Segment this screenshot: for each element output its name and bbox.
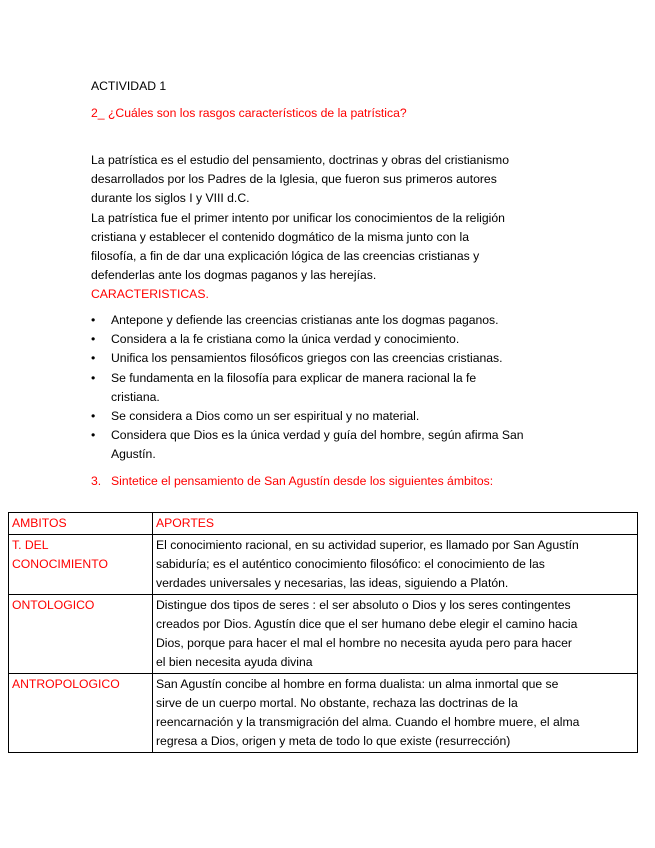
list-item [91,407,561,426]
paragraph-line: durante los siglos I y VIII d.C. [91,191,250,206]
list-item [91,311,561,330]
bullet-icon: • [91,313,96,327]
table-row [9,595,638,674]
question-3 [91,472,493,490]
list-item-text: Considera a la fe cristiana como la única verdad y conocimiento. [111,332,460,347]
list-item [91,330,561,349]
question-2: 2_ ¿Cuáles son los rasgos característicos de la patrística? [91,106,407,120]
augustine-table [8,512,638,753]
bullet-icon: • [91,409,96,424]
characteristics-list [91,311,561,465]
list-item-text-continued: Agustín. [111,447,156,462]
patristica-paragraph [91,151,571,305]
bullet-icon: • [91,351,96,366]
table-row [9,674,638,753]
ambito-cell: T. DEL CONOCIMIENTO [9,535,153,595]
paragraph-line: desarrollados por los Padres de la Iglesia, que fueron sus primeros autores [91,172,497,187]
characteristics-title: CARACTERISTICAS. [91,287,209,302]
aporte-cell: San Agustín concibe al hombre en forma dualista: un alma inmortal que se sirve de un cuerpo mortal. No obstante, rechaza las doctrinas de la reencarnación y la transmigración del alma. Cuando el hombre muere, el alma regresa a Dios, origen y meta de todo lo que existe (resurrección) [153,674,638,753]
aporte-cell: Distingue dos tipos de seres : el ser absoluto o Dios y los seres contingentes creados por Dios. Agustín dice que el ser humano debe elegir el camino hacia Dios, porque para hacer el mal el hombre no necesita ayuda pero para hacer el bien necesita ayuda divina [153,595,638,674]
paragraph-line: La patrística fue el primer intento por unificar los conocimientos de la religión [91,210,505,225]
question-3-number: 3. [91,474,102,488]
list-item-text-continued: cristiana. [111,389,160,404]
header-aportes: APORTES [153,513,638,535]
header-ambitos: AMBITOS [9,513,153,535]
list-item-text: Se considera a Dios como un ser espiritual y no material. [111,409,420,424]
paragraph-line: La patrística es el estudio del pensamiento, doctrinas y obras del cristianismo [91,153,509,167]
list-item [91,369,561,407]
list-item-text: Antepone y defiende las creencias cristianas ante los dogmas paganos. [111,313,499,327]
bullet-icon: • [91,428,96,443]
ambito-cell: ANTROPOLOGICO [9,674,153,753]
question-3-text: Sintetice el pensamiento de San Agustín desde los siguientes ámbitos: [111,474,494,488]
bullet-icon: • [91,370,96,385]
activity-heading: ACTIVIDAD 1 [91,79,167,93]
list-item [91,349,561,368]
aporte-cell: El conocimiento racional, en su actividad superior, es llamado por San Agustín sabiduría; es el auténtico conocimiento filosófico: el conocimiento de las verdades universales y necesarias, las ideas, siguiendo a Platón. [153,535,638,595]
list-item-text: Se fundamenta en la filosofía para explicar de manera racional la fe [111,370,477,385]
table-row [9,535,638,595]
list-item-text: Considera que Dios es la única verdad y guía del hombre, según afirma San [111,428,524,443]
list-item-text: Unifica los pensamientos filosóficos griegos con las creencias cristianas. [111,351,503,366]
bullet-icon: • [91,332,96,347]
ambito-cell: ONTOLOGICO [9,595,153,674]
paragraph-line: filosofía, a fin de dar una explicación lógica de las creencias cristianas y [91,248,480,263]
paragraph-line: defenderlas ante los dogmas paganos y las herejías. [91,268,377,283]
table-header-row [9,513,638,535]
list-item [91,426,561,464]
paragraph-line: cristiana y establecer el contenido dogmático de la misma junto con la [91,229,470,244]
